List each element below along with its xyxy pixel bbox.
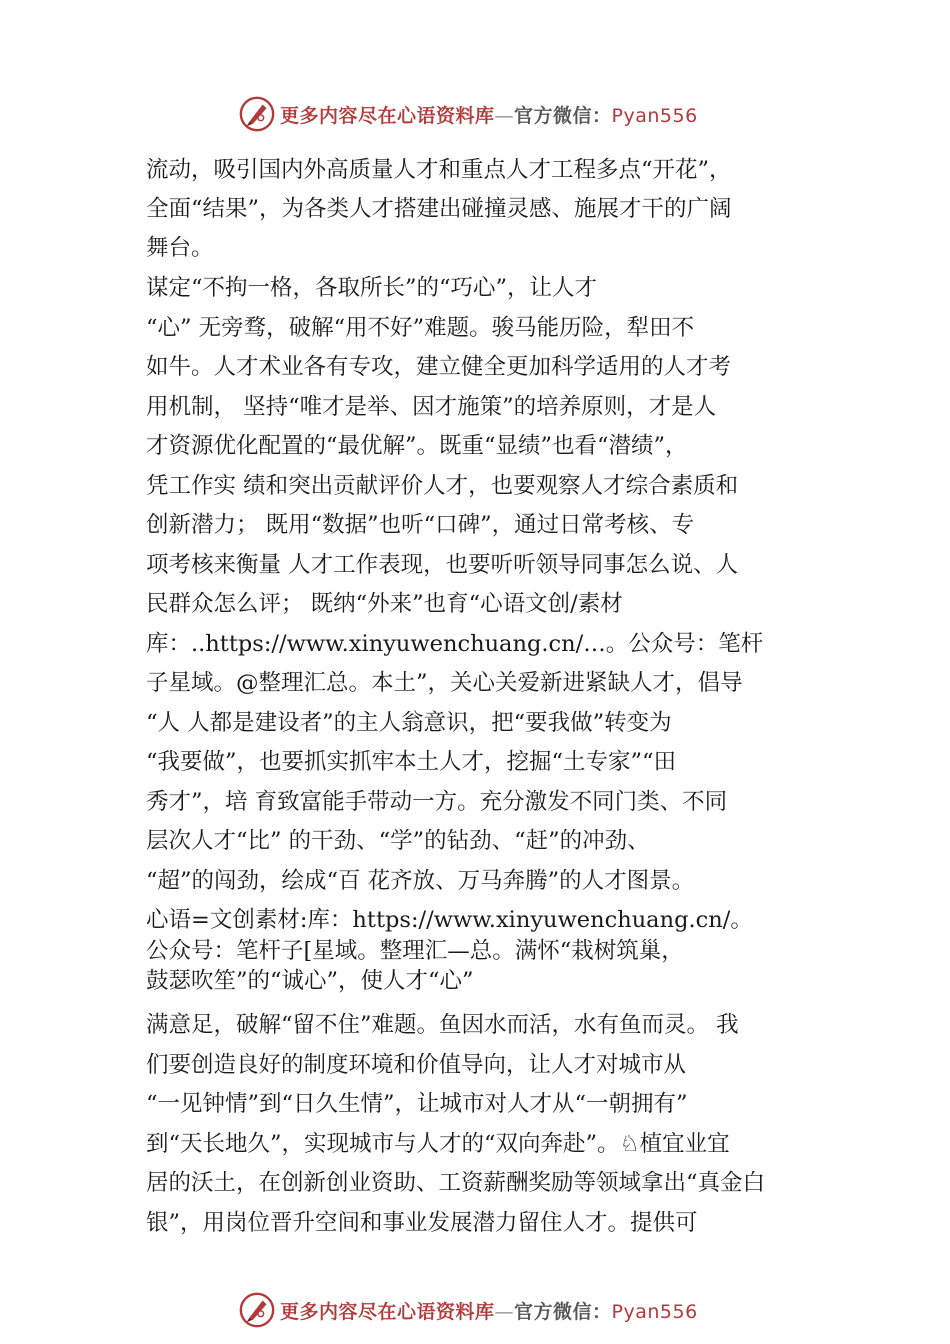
text-line: 凭工作实 绩和突出贡献评价人才，也要观察人才综合素质和 (146, 473, 739, 499)
text-line: 全面“结果”，为各类人才搭建出碰撞灵感、施展才干的广阔 (146, 196, 732, 222)
text-line: 库：..https://www.xinyuwenchuang.cn/…。公众号：笔杆 (146, 631, 764, 657)
text-line: 层次人才“比” 的干劲、“学”的钻劲、“赶”的冲劲、 (146, 828, 650, 854)
pen-nib-logo-icon (238, 1291, 276, 1329)
banner-site-name: 更多内容尽在心语资料库 (280, 104, 495, 127)
text-line: 舞台。 (146, 235, 214, 261)
text-line: 心语=文创素材:库：https://www.xinyuwenchuang.cn/。 (146, 907, 753, 933)
text-line: 谋定“不拘一格，各取所长”的“巧心”，让人才 (146, 275, 598, 301)
text-line: 居的沃土，在创新创业资助、工资薪酬奖励等领域拿出“真金白 (146, 1170, 766, 1196)
banner-wechat-label: 官方微信： (514, 104, 612, 127)
banner-wechat-id: Pyan556 (611, 104, 698, 127)
banner-dash: — (494, 104, 515, 127)
text-line: “一见钟情”到“日久生情”，让城市对人才从“一朝拥有” (146, 1091, 688, 1117)
text-line: 银”，用岗位晋升空间和事业发展潜力留住人才。提供可 (146, 1210, 698, 1236)
footer-banner (238, 1290, 758, 1330)
text-line: 们要创造良好的制度环境和价值导向，让人才对城市从 (146, 1052, 687, 1078)
text-line: 满意足，破解“留不住”难题。鱼因水而活，水有鱼而灵。 我 (146, 1012, 739, 1038)
text-line: 子星域。@整理汇总。本土”，关心关爱新进紧缺人才，倡导 (146, 670, 743, 696)
text-line: 民群众怎么评； 既纳“外来”也育“心语文创/素材 (146, 591, 623, 617)
text-line: 流动，吸引国内外高质量人才和重点人才工程多点“开花”， (146, 157, 732, 183)
text-line: 才资源优化配置的“最优解”。既重“显绩”也看“潜绩”， (146, 433, 688, 459)
banner-site-name: 更多内容尽在心语资料库 (280, 1300, 495, 1323)
text-line: 用机制， 坚持“唯才是举、因才施策”的培养原则，才是人 (146, 394, 717, 420)
text-line: “超”的闯劲，绘成“百 花齐放、万马奔腾”的人才图景。 (146, 868, 695, 894)
text-line: 项考核来衡量 人才工作表现，也要听听领导同事怎么说、人 (146, 552, 739, 578)
text-line: 秀才”，培 育致富能手带动一方。充分激发不同门类、不同 (146, 789, 728, 815)
text-line: “心” 无旁骛，破解“用不好”难题。骏马能历险，犁田不 (146, 315, 695, 341)
text-line: “我要做”，也要抓实抓牢本土人才，挖掘“土专家”“田 (146, 749, 677, 775)
banner-wechat-label: 官方微信： (514, 1300, 612, 1323)
text-line: 创新潜力； 既用“数据”也听“口碑”，通过日常考核、专 (146, 512, 695, 538)
banner-dash: — (494, 1300, 515, 1323)
text-line: 公众号：笔杆子[星域。整理汇—总。满怀“栽树筑巢， (146, 938, 684, 964)
text-line: 鼓瑟吹笙”的“诚心”，使人才“心” (146, 968, 474, 994)
text-line: “人 人都是建设者”的主人翁意识，把“要我做”转变为 (146, 710, 672, 736)
banner-text (280, 1297, 698, 1324)
text-line: 如牛。人才术业各有专攻，建立健全更加科学适用的人才考 (146, 354, 732, 380)
banner-wechat-id: Pyan556 (611, 1300, 698, 1323)
text-line: 到“天长地久”，实现城市与人才的“双向奔赴”。♘植宜业宜 (146, 1131, 730, 1157)
